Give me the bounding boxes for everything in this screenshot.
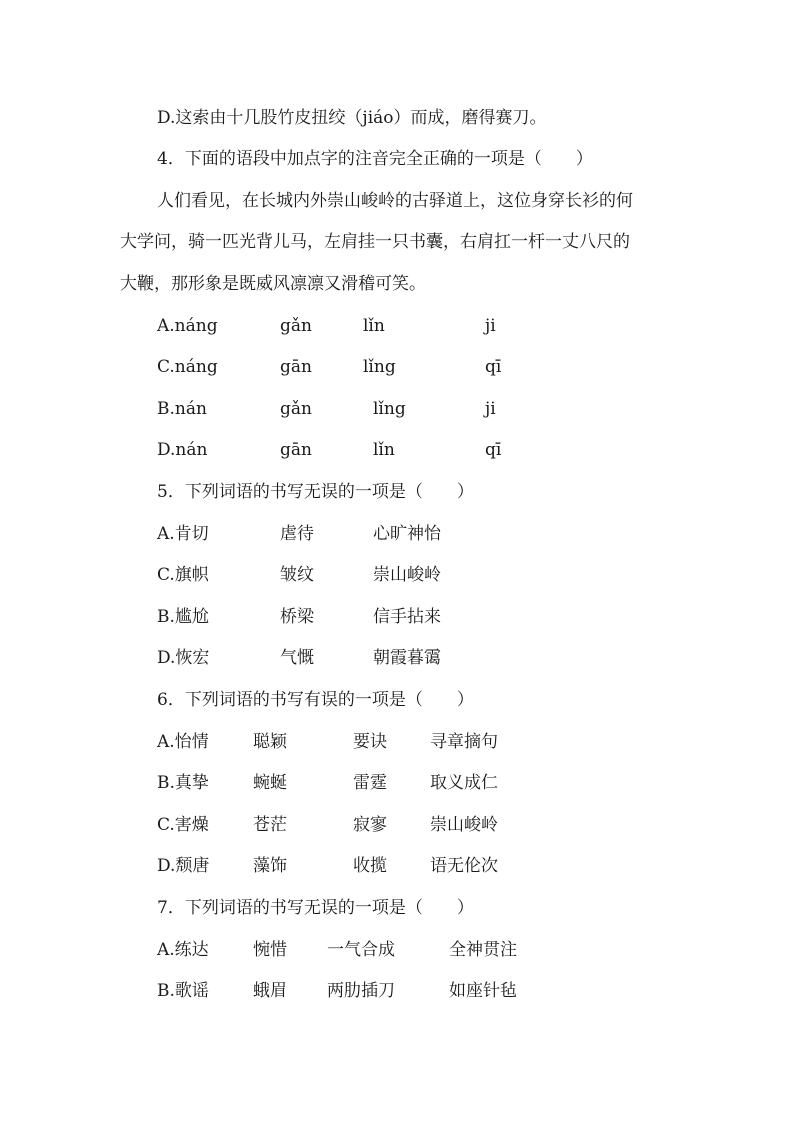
q7-option-b-3: 两肋插刀 bbox=[327, 981, 395, 1001]
q6-option-d-3: 收揽 bbox=[353, 856, 387, 876]
q6-option-a-1: A.怡情 bbox=[157, 732, 209, 752]
q6-option-c-3: 寂寥 bbox=[353, 815, 387, 835]
q6-option-b-2: 蜿蜒 bbox=[253, 773, 287, 793]
q7-stem: 7．下列词语的书写无误的一项是（ ） bbox=[157, 898, 474, 918]
q4-option-c-label: C.náng bbox=[157, 357, 218, 377]
q4-stem: 4．下面的语段中加点字的注音完全正确的一项是（ ） bbox=[157, 149, 593, 169]
q7-option-b-1: B.歌谣 bbox=[157, 981, 209, 1001]
q4-option-b-b: gǎn bbox=[280, 399, 312, 419]
q5-stem: 5．下列词语的书写无误的一项是（ ） bbox=[157, 482, 474, 502]
q7-option-a-3: 一气合成 bbox=[327, 940, 395, 960]
q5-option-c-2: 皱纹 bbox=[280, 565, 314, 585]
q5-option-a-2: 虐待 bbox=[280, 524, 314, 544]
q5-option-d-1: D.恢宏 bbox=[157, 648, 210, 668]
q7-option-b-2: 蛾眉 bbox=[253, 981, 287, 1001]
q4-option-b-c: lǐng bbox=[373, 399, 406, 419]
q4-option-a-c: lǐn bbox=[363, 316, 385, 336]
q6-stem: 6．下列词语的书写有误的一项是（ ） bbox=[157, 690, 474, 710]
q5-option-b-3: 信手拈来 bbox=[373, 607, 441, 627]
q3-option-d: D.这索由十几股竹皮扭绞（jiáo）而成，磨得赛刀。 bbox=[157, 108, 547, 128]
q7-option-a-1: A.练达 bbox=[157, 940, 209, 960]
q5-option-a-3: 心旷神怡 bbox=[373, 524, 441, 544]
q4-option-a-b: gǎn bbox=[280, 316, 312, 336]
q4-option-b-label: B.nán bbox=[157, 399, 207, 419]
q6-option-a-2: 聪颖 bbox=[253, 732, 287, 752]
q4-option-c-d: qī bbox=[485, 357, 502, 377]
q6-option-d-2: 藻饰 bbox=[253, 856, 287, 876]
q5-option-b-1: B.尴尬 bbox=[157, 607, 209, 627]
q6-option-d-1: D.颓唐 bbox=[157, 856, 210, 876]
q4-option-a-d: ji bbox=[485, 316, 496, 336]
q6-option-b-1: B.真挚 bbox=[157, 773, 209, 793]
q6-option-d-4: 语无伦次 bbox=[430, 856, 498, 876]
q4-passage-line-3: 大鞭，那形象是既威风凛凛又滑稽可笑。 bbox=[120, 274, 426, 294]
q6-option-c-2: 苍茫 bbox=[253, 815, 287, 835]
q5-option-c-3: 崇山峻岭 bbox=[373, 565, 441, 585]
q4-option-d-d: qī bbox=[485, 440, 502, 460]
q4-option-c-b: gān bbox=[280, 357, 312, 377]
q4-option-d-c: lǐn bbox=[373, 440, 395, 460]
q6-option-a-3: 要诀 bbox=[353, 732, 387, 752]
q4-option-d-label: D.nán bbox=[157, 440, 208, 460]
q4-passage-line-1: 人们看见，在长城内外崇山峻岭的古驿道上，这位身穿长衫的何 bbox=[157, 191, 633, 211]
q4-option-b-d: ji bbox=[485, 399, 496, 419]
q5-option-d-3: 朝霞暮霭 bbox=[373, 648, 441, 668]
q7-option-a-2: 惋惜 bbox=[253, 940, 287, 960]
q7-option-b-4: 如座针毡 bbox=[449, 981, 517, 1001]
q6-option-a-4: 寻章摘句 bbox=[430, 732, 498, 752]
q6-option-c-1: C.害燥 bbox=[157, 815, 209, 835]
q7-option-a-4: 全神贯注 bbox=[449, 940, 517, 960]
q4-option-d-b: gān bbox=[280, 440, 312, 460]
q5-option-d-2: 气慨 bbox=[280, 648, 314, 668]
q6-option-b-3: 雷霆 bbox=[353, 773, 387, 793]
q5-option-c-1: C.旗帜 bbox=[157, 565, 209, 585]
q6-option-c-4: 崇山峻岭 bbox=[430, 815, 498, 835]
q5-option-b-2: 桥梁 bbox=[280, 607, 314, 627]
q4-passage-line-2: 大学问，骑一匹光背儿马，左肩挂一只书囊，右肩扛一杆一丈八尺的 bbox=[120, 232, 630, 252]
q4-option-a-label: A.náng bbox=[157, 316, 218, 336]
q4-option-c-c: lǐng bbox=[363, 357, 396, 377]
q5-option-a-1: A.肯切 bbox=[157, 524, 209, 544]
q6-option-b-4: 取义成仁 bbox=[430, 773, 498, 793]
